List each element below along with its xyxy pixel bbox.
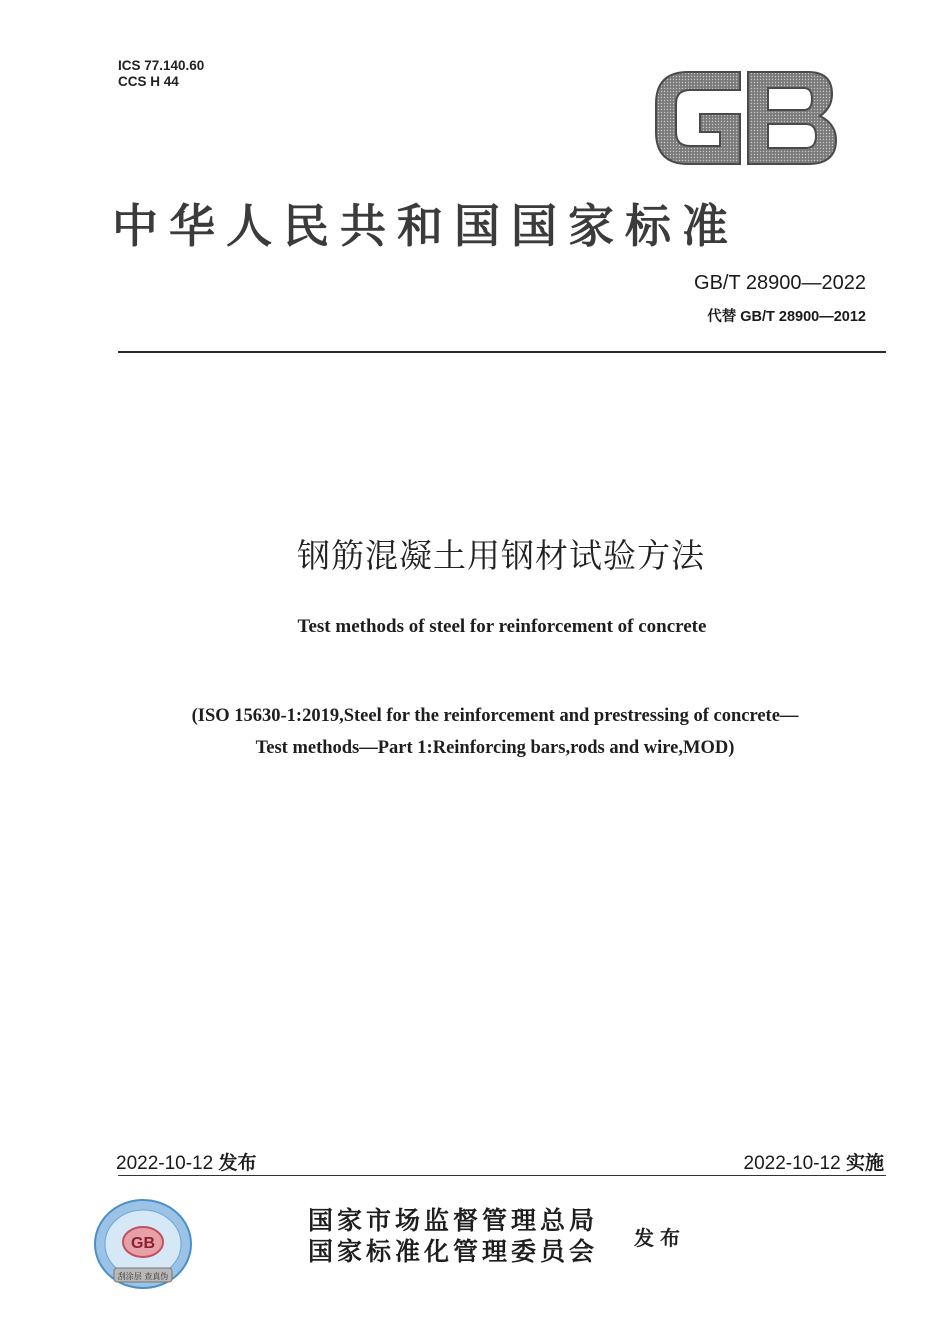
iso-reference-line-2: Test methods—Part 1:Reinforcing bars,rods and wire,MOD) bbox=[255, 738, 735, 758]
implementation-date-label: 实施 bbox=[845, 1152, 884, 1174]
replaces-number: GB/T 28900—2012 bbox=[740, 309, 866, 325]
replaces-line bbox=[707, 305, 866, 326]
logo-letter-b bbox=[748, 72, 836, 164]
title-english: Test methods of steel for reinforcement of concrete bbox=[297, 616, 707, 637]
logo-letter-g bbox=[656, 72, 740, 164]
seal-bottom-text: 刮涂层 查真伪 bbox=[117, 1272, 169, 1281]
issue-date-value: 2022-10-12 bbox=[116, 1153, 214, 1174]
classification-codes bbox=[118, 58, 204, 90]
implementation-date bbox=[744, 1148, 885, 1175]
national-standard-title: 中华人民共和国国家标准 bbox=[112, 199, 739, 253]
footer-divider bbox=[118, 1175, 886, 1176]
issuing-authorities bbox=[308, 1205, 598, 1267]
issue-date-label: 发布 bbox=[218, 1152, 257, 1174]
issuer-sac: 国家标准化管理委员会 bbox=[308, 1237, 599, 1266]
implementation-date-value: 2022-10-12 bbox=[743, 1153, 841, 1174]
iso-reference-line-1: (ISO 15630-1:2019,Steel for the reinforcement and prestressing of concrete— bbox=[191, 706, 799, 726]
anti-counterfeit-seal bbox=[90, 1196, 196, 1296]
iso-reference bbox=[0, 700, 950, 764]
standard-number: GB/T 28900—2022 bbox=[694, 272, 866, 294]
title-chinese: 钢筋混凝土用钢材试验方法 bbox=[297, 536, 705, 575]
ics-code: ICS 77.140.60 bbox=[118, 58, 205, 73]
gb-logo bbox=[648, 66, 840, 170]
seal-logo-text: GB bbox=[131, 1235, 155, 1252]
ccs-code: CCS H 44 bbox=[118, 74, 179, 89]
issue-date bbox=[116, 1148, 257, 1175]
issuer-samr: 国家市场监督管理总局 bbox=[308, 1206, 599, 1235]
replaces-label: 代替 bbox=[707, 309, 737, 325]
issue-verb: 发布 bbox=[634, 1226, 686, 1250]
header-divider bbox=[118, 351, 886, 353]
